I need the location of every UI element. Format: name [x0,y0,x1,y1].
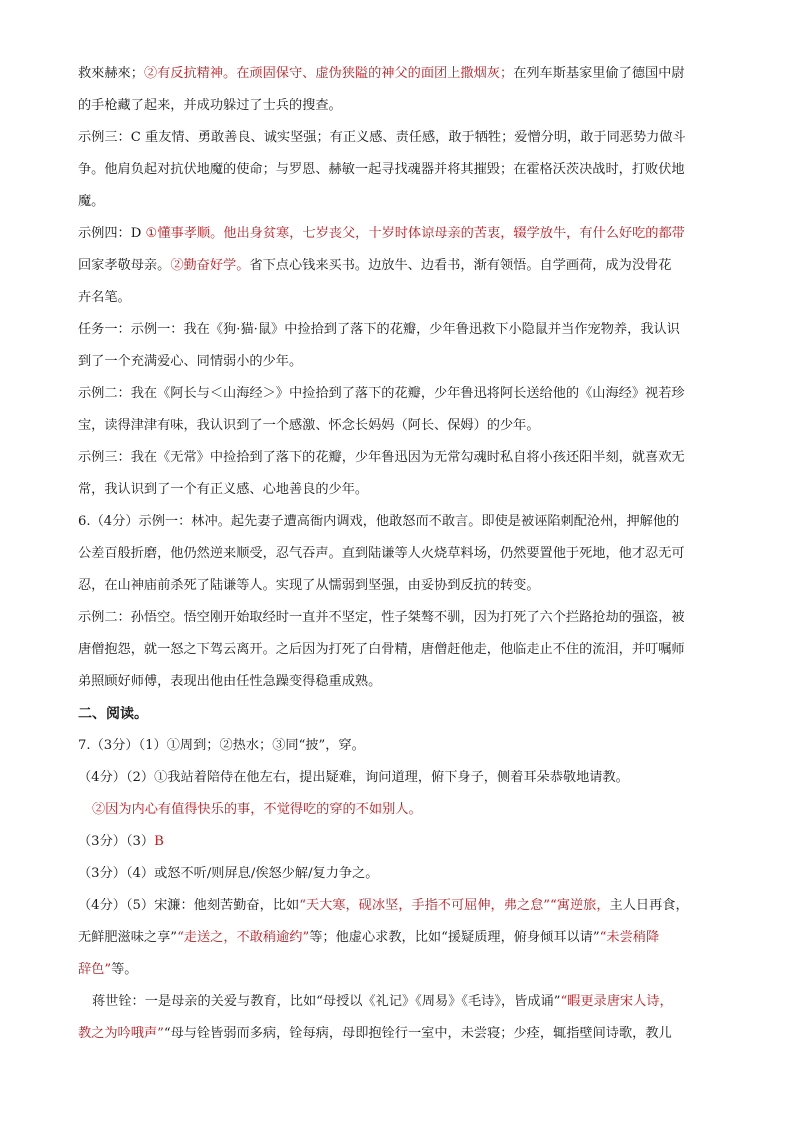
answer-highlight-text: ②勤奋好学。 [170,258,250,273]
text-line [78,66,718,82]
answer-highlight-text: “暇更录唐宋人诗， [560,994,673,1009]
answer-highlight-text: ②因为内心有值得快乐的事，不觉得吃的穿的不如别人。 [92,802,422,817]
text-line [78,98,718,114]
body-text: 6.（4分）示例一：林冲。起先妻子遭高衙内调戏，他敢怒而不敢言。即使是被诬陷刺配沧州，押解他的 [78,514,680,529]
body-text: 蒋世铨：一是母亲的关爱与教育，比如“母授以《礼记》《周易》《毛诗》，皆成诵” [92,994,561,1009]
body-text: 示例三：我在《无常》中捡拾到了落下的花瓣，少年鲁迅因为无常勾魂时私自将小孩还阳半刻，就喜欢无 [78,450,685,465]
body-text: 主人日再食， [609,898,689,913]
body-text: 7.（3分）（1）①周到；②热水；③同“披”，穿。 [78,738,365,753]
text-line [78,194,718,210]
body-text: 魔。 [78,194,105,209]
text-line [78,578,718,594]
body-text: 等。 [111,962,138,977]
body-text: 卉名笔。 [78,290,131,305]
text-line [78,610,718,626]
body-text: 在列车斯基家里偷了德国中尉 [513,66,685,81]
body-text: 争。他肩负起对抗伏地魔的使命；与罗恩、赫敏一起寻找魂器并将其摧毁；在霍格沃茨决战时，打败伏地 [78,162,685,177]
text-line [78,642,718,658]
body-text: （3分）（4）或怒不听/则屏息/俟怒少解/复力争之。 [78,866,379,881]
body-text: （4分）（2）①我站着陪侍在他左右，提出疑难，询问道理，俯下身子，侧着耳朵恭敬地请教。 [78,770,629,785]
text-line [78,930,718,946]
body-text: （4分）（5）宋濂：他刻苦勤奋，比如 [78,898,300,913]
text-line [78,322,718,338]
body-text: 二、阅读。 [78,706,148,722]
body-text: “母与铨皆弱而多病，铨每病，母即抱铨行一室中，未尝寝；少痊，辄指壁间诗歌，教儿 [163,1026,672,1041]
text-line [78,738,718,754]
body-text: 唐僧抱怨，就一怒之下驾云离开。之后因为打死了白骨精，唐僧赶他走，他临走止不住的流泪，并叮嘱师 [78,642,685,657]
answer-highlight-text: B [154,834,164,849]
text-line [78,482,718,498]
text-line [78,1026,718,1042]
text-line [78,514,718,530]
body-text: 无鲜肥滋味之享” [78,930,178,945]
text-line [78,418,718,434]
body-text: 忍，在山神庙前杀死了陆谦等人。实现了从懦弱到坚强，由妥协到反抗的转变。 [78,578,540,593]
text-line [78,386,718,402]
text-line [78,354,718,370]
text-line [78,130,718,146]
text-line [78,162,718,178]
body-text: 的手枪藏了起来，并成功躲过了士兵的搜查。 [78,98,342,113]
text-line [78,898,718,914]
text-line [78,834,718,850]
text-line [78,962,718,978]
text-line [92,994,732,1010]
body-text: 到了一个充满爱心、同情弱小的少年。 [78,354,303,369]
body-text: 宝，读得津津有味，我认识到了一个感激、怀念长妈妈（阿长、保姆）的少年。 [78,418,540,433]
body-text: （3分）（3） [78,834,155,849]
answer-highlight-text: ①懂事孝顺。他出身贫寒，七岁丧父，十岁时体谅母亲的苦衷，辍学放牛，有什么好吃的都带 [145,226,685,241]
answer-highlight-text: “寓逆旅， [550,898,610,913]
body-text: 示例二：孙悟空。悟空刚开始取经时一直并不坚定，性子桀骜不驯，因为打死了六个拦路抢劫的强盗，被 [78,610,685,625]
answer-highlight-text: 教之为吟哦声” [78,1026,164,1041]
text-line [78,546,718,562]
text-line [78,674,718,690]
body-text: 公差百般折磨，他仍然逆来顺受，忍气吞声。直到陆谦等人火烧草料场，仍然要置他于死地，他才忍无可 [78,546,685,561]
text-line [78,290,718,306]
body-text: 救來赫來； [78,66,144,81]
body-text: 示例二：我在《阿长与＜山海经＞》中捡拾到了落下的花瓣，少年鲁迅将阿长送给他的《山海经》视若珍 [78,386,685,401]
text-line [78,258,718,274]
answer-highlight-text: “走送之，不敢稍逾约” [177,930,310,945]
body-text: 等；他虚心求教，比如“援疑质理，俯身倾耳以请” [309,930,600,945]
text-line [92,802,732,818]
body-text: 回家孝敬母亲。 [78,258,171,273]
body-text: 常，我认识到了一个有正义感、心地善良的少年。 [78,482,369,497]
answer-highlight-text: “未尝稍降 [599,930,660,945]
text-line [78,226,718,242]
body-text: 任务一：示例一：我在《狗·猫·鼠》中捡拾到了落下的花瓣，少年鲁迅救下小隐鼠并当作宠物养，我认识 [78,322,680,337]
text-line [78,866,718,882]
text-line [78,706,718,722]
answer-highlight-text: “天大寒，砚冰坚，手指不可屈伸，弗之怠” [299,898,551,913]
text-line [78,770,718,786]
answer-highlight-text: ②有反抗精神。在顽固保守、虚伪狭隘的神父的面团上撒烟灰； [143,66,514,81]
body-text: 弟照顾好师傅，表现出他由任性急躁变得稳重成熟。 [78,674,382,689]
text-line [78,450,718,466]
body-text: 示例三：C 重友情、勇敢善良、诚实坚强；有正义感、责任感，敢于牺牲；爱憎分明，敢于同恶势力做斗 [78,130,686,145]
answer-highlight-text: 辞色” [78,962,112,977]
body-text: 示例四：D [78,226,146,241]
body-text: 省下点心钱来买书。边放牛、边看书，渐有领悟。自学画荷，成为没骨花 [249,258,672,273]
